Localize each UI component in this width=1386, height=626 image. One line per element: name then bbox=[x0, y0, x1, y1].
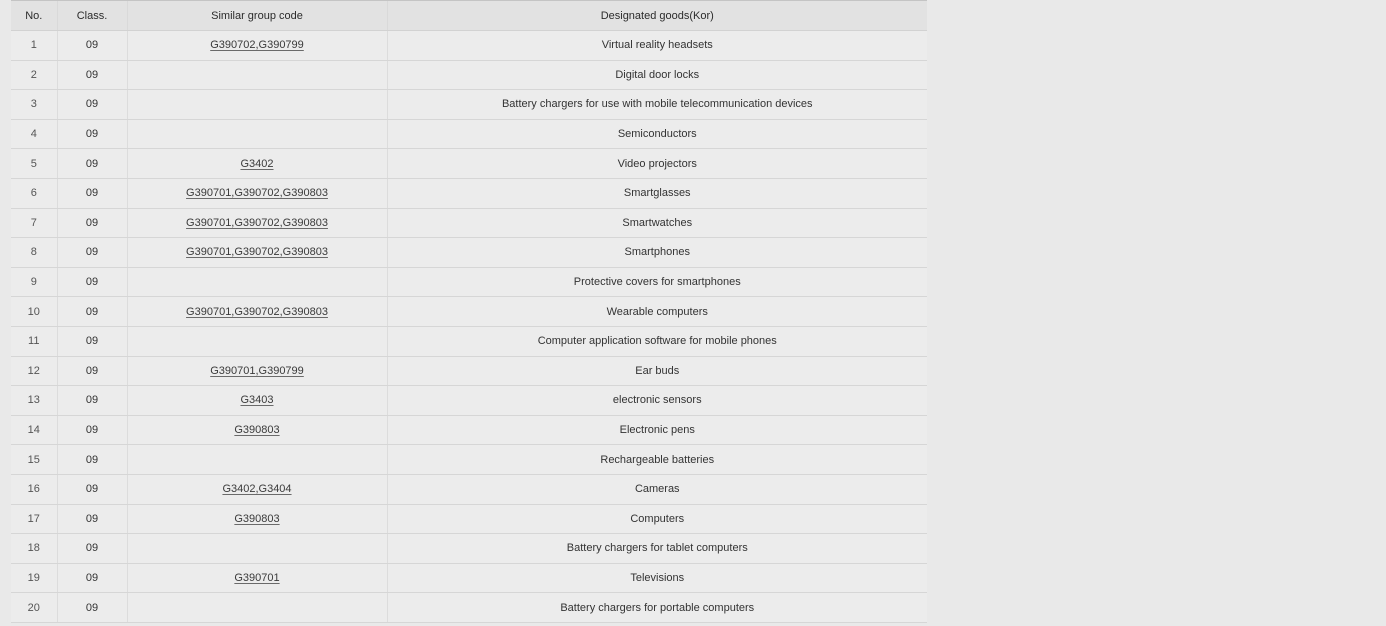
designated-goods-cell: Battery chargers for tablet computers bbox=[387, 534, 927, 564]
row-number-cell: 17 bbox=[11, 504, 57, 534]
similar-group-code-cell bbox=[127, 386, 387, 416]
similar-group-code-cell bbox=[127, 504, 387, 534]
similar-group-code-link[interactable]: G3402 bbox=[240, 157, 274, 170]
row-number-cell: 9 bbox=[11, 267, 57, 297]
class-cell: 09 bbox=[57, 474, 127, 504]
class-cell: 09 bbox=[57, 178, 127, 208]
similar-group-code-cell bbox=[127, 563, 387, 593]
similar-group-code-link[interactable]: G390701,G390702,G390803 bbox=[186, 216, 328, 229]
class-cell: 09 bbox=[57, 386, 127, 416]
designated-goods-cell: Digital door locks bbox=[387, 60, 927, 90]
row-number-cell: 13 bbox=[11, 386, 57, 416]
class-cell: 09 bbox=[57, 563, 127, 593]
designated-goods-cell: Protective covers for smartphones bbox=[387, 267, 927, 297]
class-cell: 09 bbox=[57, 31, 127, 61]
class-cell: 09 bbox=[57, 593, 127, 623]
table-row bbox=[11, 90, 927, 120]
row-number-cell: 6 bbox=[11, 178, 57, 208]
table-body bbox=[11, 31, 927, 623]
class-cell: 09 bbox=[57, 208, 127, 238]
similar-group-code-link[interactable]: G390701,G390799 bbox=[210, 364, 304, 377]
class-cell: 09 bbox=[57, 267, 127, 297]
designated-goods-cell: Computers bbox=[387, 504, 927, 534]
similar-group-code-cell bbox=[127, 208, 387, 238]
row-number-cell: 16 bbox=[11, 474, 57, 504]
header-designated-goods: Designated goods(Kor) bbox=[387, 1, 927, 31]
similar-group-code-cell bbox=[127, 297, 387, 327]
class-cell: 09 bbox=[57, 238, 127, 268]
table-row bbox=[11, 504, 927, 534]
similar-group-code-link[interactable]: G390803 bbox=[234, 512, 280, 525]
row-number-cell: 3 bbox=[11, 90, 57, 120]
header-row bbox=[11, 1, 927, 31]
table-row bbox=[11, 534, 927, 564]
row-number-cell: 8 bbox=[11, 238, 57, 268]
designated-goods-cell: Virtual reality headsets bbox=[387, 31, 927, 61]
row-number-cell: 18 bbox=[11, 534, 57, 564]
table-row bbox=[11, 178, 927, 208]
similar-group-code-link[interactable]: G390701 bbox=[234, 571, 280, 584]
class-cell: 09 bbox=[57, 297, 127, 327]
similar-group-code-cell bbox=[127, 60, 387, 90]
row-number-cell: 12 bbox=[11, 356, 57, 386]
designated-goods-cell: Rechargeable batteries bbox=[387, 445, 927, 475]
designated-goods-cell: Semiconductors bbox=[387, 119, 927, 149]
table-row bbox=[11, 31, 927, 61]
table-row bbox=[11, 119, 927, 149]
table-row bbox=[11, 297, 927, 327]
class-cell: 09 bbox=[57, 504, 127, 534]
designated-goods-cell: Video projectors bbox=[387, 149, 927, 179]
table-row bbox=[11, 267, 927, 297]
header-class: Class. bbox=[57, 1, 127, 31]
table-row bbox=[11, 208, 927, 238]
similar-group-code-cell bbox=[127, 356, 387, 386]
designated-goods-cell: Ear buds bbox=[387, 356, 927, 386]
designated-goods-cell: Computer application software for mobile phones bbox=[387, 326, 927, 356]
table-row bbox=[11, 445, 927, 475]
row-number-cell: 4 bbox=[11, 119, 57, 149]
table-row bbox=[11, 60, 927, 90]
table-row bbox=[11, 326, 927, 356]
row-number-cell: 2 bbox=[11, 60, 57, 90]
table-header bbox=[11, 1, 927, 31]
similar-group-code-cell bbox=[127, 178, 387, 208]
table-row bbox=[11, 474, 927, 504]
table-row bbox=[11, 386, 927, 416]
header-similar-group-code: Similar group code bbox=[127, 1, 387, 31]
row-number-cell: 11 bbox=[11, 326, 57, 356]
similar-group-code-cell bbox=[127, 238, 387, 268]
table-row bbox=[11, 593, 927, 623]
class-cell: 09 bbox=[57, 119, 127, 149]
table-row bbox=[11, 356, 927, 386]
class-cell: 09 bbox=[57, 415, 127, 445]
table-row bbox=[11, 149, 927, 179]
class-cell: 09 bbox=[57, 445, 127, 475]
similar-group-code-cell bbox=[127, 90, 387, 120]
similar-group-code-link[interactable]: G390803 bbox=[234, 424, 280, 437]
class-cell: 09 bbox=[57, 60, 127, 90]
similar-group-code-cell bbox=[127, 445, 387, 475]
designated-goods-cell: Wearable computers bbox=[387, 297, 927, 327]
row-number-cell: 5 bbox=[11, 149, 57, 179]
designated-goods-cell: Battery chargers for use with mobile telecommunication devices bbox=[387, 90, 927, 120]
row-number-cell: 7 bbox=[11, 208, 57, 238]
row-number-cell: 10 bbox=[11, 297, 57, 327]
class-cell: 09 bbox=[57, 326, 127, 356]
class-cell: 09 bbox=[57, 149, 127, 179]
row-number-cell: 15 bbox=[11, 445, 57, 475]
designated-goods-cell: Electronic pens bbox=[387, 415, 927, 445]
table-row bbox=[11, 563, 927, 593]
table-row bbox=[11, 415, 927, 445]
row-number-cell: 20 bbox=[11, 593, 57, 623]
similar-group-code-cell bbox=[127, 474, 387, 504]
similar-group-code-cell bbox=[127, 149, 387, 179]
designated-goods-cell: Smartglasses bbox=[387, 178, 927, 208]
row-number-cell: 14 bbox=[11, 415, 57, 445]
row-number-cell: 1 bbox=[11, 31, 57, 61]
designated-goods-cell: electronic sensors bbox=[387, 386, 927, 416]
designated-goods-cell: Smartphones bbox=[387, 238, 927, 268]
designated-goods-cell: Battery chargers for portable computers bbox=[387, 593, 927, 623]
designated-goods-cell: Televisions bbox=[387, 563, 927, 593]
row-number-cell: 19 bbox=[11, 563, 57, 593]
similar-group-code-link[interactable]: G390702,G390799 bbox=[210, 39, 304, 52]
similar-group-code-cell bbox=[127, 31, 387, 61]
similar-group-code-cell bbox=[127, 326, 387, 356]
table-row bbox=[11, 238, 927, 268]
class-cell: 09 bbox=[57, 356, 127, 386]
goods-table-container bbox=[11, 0, 927, 623]
designated-goods-table bbox=[11, 1, 927, 623]
similar-group-code-cell bbox=[127, 119, 387, 149]
designated-goods-cell: Smartwatches bbox=[387, 208, 927, 238]
class-cell: 09 bbox=[57, 534, 127, 564]
similar-group-code-link[interactable]: G3402,G3404 bbox=[222, 483, 292, 496]
similar-group-code-link[interactable]: G390701,G390702,G390803 bbox=[186, 187, 328, 200]
similar-group-code-cell bbox=[127, 534, 387, 564]
similar-group-code-link[interactable]: G3403 bbox=[240, 394, 274, 407]
similar-group-code-cell bbox=[127, 415, 387, 445]
similar-group-code-cell bbox=[127, 593, 387, 623]
class-cell: 09 bbox=[57, 90, 127, 120]
designated-goods-cell: Cameras bbox=[387, 474, 927, 504]
similar-group-code-link[interactable]: G390701,G390702,G390803 bbox=[186, 246, 328, 259]
similar-group-code-cell bbox=[127, 267, 387, 297]
similar-group-code-link[interactable]: G390701,G390702,G390803 bbox=[186, 305, 328, 318]
header-no: No. bbox=[11, 1, 57, 31]
